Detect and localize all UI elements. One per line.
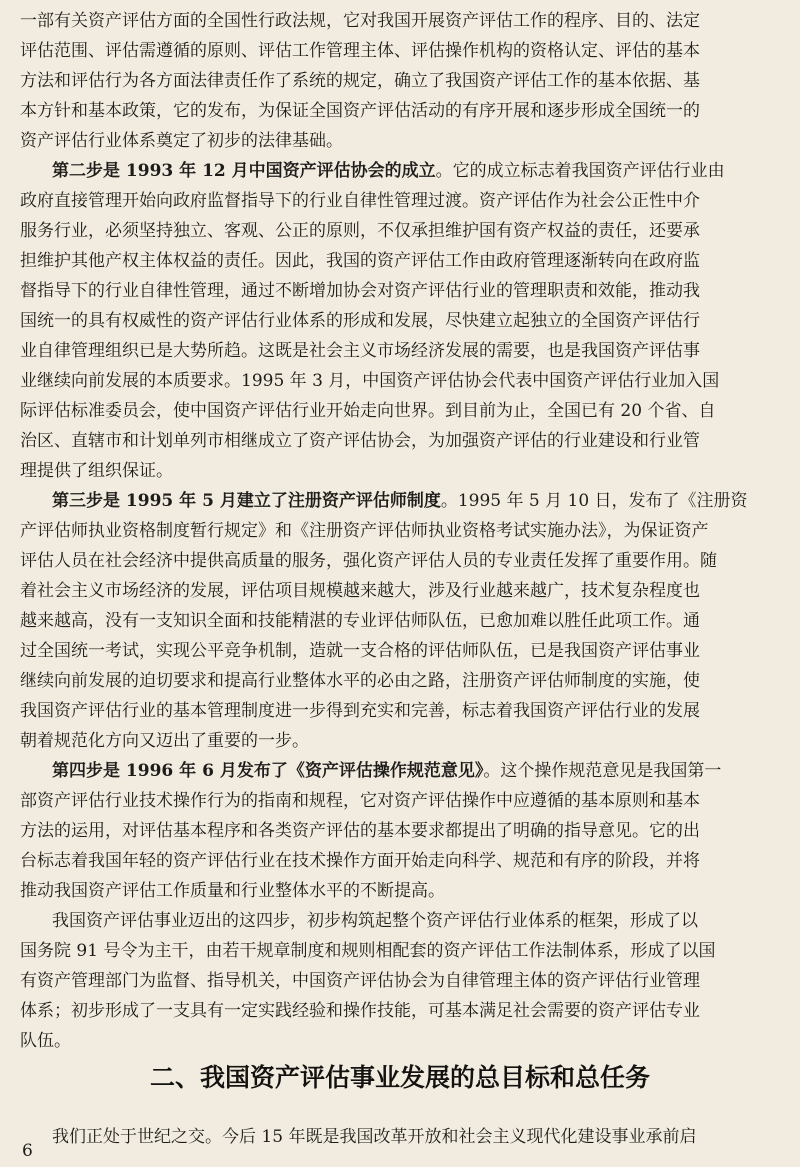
text-line: 体系；初步形成了一支具有一定实践经验和操作技能，可基本满足社会需要的资产评估专业 bbox=[20, 1001, 700, 1021]
paragraph-first-line: 我们正处于世纪之交。今后 15 年既是我国改革开放和社会主义现代化建设事业承前启 bbox=[52, 1127, 697, 1147]
text-line: 方法和评估行为各方面法律责任作了系统的规定，确立了我国资产评估工作的基本依据、基 bbox=[20, 71, 700, 91]
text-line: 治区、直辖市和计划单列市相继成立了资产评估协会，为加强资产评估的行业建设和行业管 bbox=[20, 431, 700, 451]
section-heading: 二、我国资产评估事业发展的总目标和总任务 bbox=[149, 1063, 650, 1092]
text-line: 担维护其他产权主体权益的责任。因此，我国的资产评估工作由政府管理逐渐转向在政府监 bbox=[20, 251, 700, 271]
text-line: 业自律管理组织已是大势所趋。这既是社会主义市场经济发展的需要，也是我国资产评估事 bbox=[20, 341, 700, 361]
text-run: 。1995 年 5 月 10 日，发布了《注册资 bbox=[440, 491, 748, 511]
text-line: 推动我国资产评估工作质量和行业整体水平的不断提高。 bbox=[20, 881, 445, 901]
text-line: 国务院 91 号令为主干，由若干规章制度和规则相配套的资产评估工作法制体系，形成了以国 bbox=[20, 941, 716, 961]
text-line: 服务行业，必须坚持独立、客观、公正的原则，不仅承担维护国有资产权益的责任，还要承 bbox=[20, 221, 700, 241]
text-run: 。它的成立标志着我国资产评估行业由 bbox=[435, 161, 725, 181]
text-line: 业继续向前发展的本质要求。1995 年 3 月，中国资产评估协会代表中国资产评估行业加入国 bbox=[20, 371, 720, 391]
text-line: 政府直接管理开始向政府监督指导下的行业自律性管理过渡。资产评估作为社会公正性中介 bbox=[20, 191, 700, 211]
text-line: 产评估师执业资格制度暂行规定》和《注册资产评估师执业资格考试实施办法》，为保证资产 bbox=[20, 521, 709, 541]
step-heading: 第二步是 1993 年 12 月中国资产评估协会的成立 bbox=[52, 161, 436, 181]
text-line: 过全国统一考试，实现公平竞争机制，造就一支合格的评估师队伍，已是我国资产评估事业 bbox=[20, 641, 700, 661]
text-line: 部资产评估行业技术操作行为的指南和规程，它对资产评估操作中应遵循的基本原则和基本 bbox=[20, 791, 700, 811]
step-heading: 第三步是 1995 年 5 月建立了注册资产评估师制度 bbox=[52, 491, 441, 511]
paragraph-first-line bbox=[52, 756, 790, 786]
text-line: 队伍。 bbox=[20, 1031, 71, 1051]
step-heading: 第四步是 1996 年 6 月发布了《资产评估操作规范意见》 bbox=[52, 761, 484, 781]
text-line: 理提供了组织保证。 bbox=[20, 461, 173, 481]
text-line: 着社会主义市场经济的发展，评估项目规模越来越大，涉及行业越来越广，技术复杂程度也 bbox=[20, 581, 700, 601]
text-line: 一部有关资产评估方面的全国性行政法规，它对我国开展资产评估工作的程序、目的、法定 bbox=[20, 11, 700, 31]
text-line: 朝着规范化方向又迈出了重要的一步。 bbox=[20, 731, 309, 751]
text-line: 际评估标准委员会，使中国资产评估行业开始走向世界。到目前为止，全国已有 20 个省、自 bbox=[20, 401, 716, 421]
text-line: 评估人员在社会经济中提供高质量的服务，强化资产评估人员的专业责任发挥了重要作用。随 bbox=[20, 551, 717, 571]
text-line: 国统一的具有权威性的资产评估行业体系的形成和发展，尽快建立起独立的全国资产评估行 bbox=[20, 311, 700, 331]
text-line: 督指导下的行业自律性管理，通过不断增加协会对资产评估行业的管理职责和效能，推动我 bbox=[20, 281, 700, 301]
text-line: 台标志着我国年轻的资产评估行业在技术操作方面开始走向科学、规范和有序的阶段，并将 bbox=[20, 851, 700, 871]
text-line: 我国资产评估行业的基本管理制度进一步得到充实和完善，标志着我国资产评估行业的发展 bbox=[20, 701, 700, 721]
text-line: 资产评估行业体系奠定了初步的法律基础。 bbox=[20, 131, 343, 151]
text-line: 继续向前发展的迫切要求和提高行业整体水平的必由之路，注册资产评估师制度的实施，使 bbox=[20, 671, 700, 691]
text-line: 评估范围、评估需遵循的原则、评估工作管理主体、评估操作机构的资格认定、评估的基本 bbox=[20, 41, 700, 61]
text-line: 本方针和基本政策，它的发布，为保证全国资产评估活动的有序开展和逐步形成全国统一的 bbox=[20, 101, 700, 121]
text-line: 方法的运用，对评估基本程序和各类资产评估的基本要求都提出了明确的指导意见。它的出 bbox=[20, 821, 700, 841]
text-run: 。这个操作规范意见是我国第一 bbox=[483, 761, 722, 781]
paragraph-first-line bbox=[52, 156, 790, 186]
text-line: 越来越高，没有一支知识全面和技能精湛的专业评估师队伍，已愈加难以胜任此项工作。通 bbox=[20, 611, 700, 631]
page-number: 6 bbox=[22, 1141, 33, 1161]
paragraph-first-line bbox=[52, 486, 790, 516]
text-line: 有资产管理部门为监督、指导机关，中国资产评估协会为自律管理主体的资产评估行业管理 bbox=[20, 971, 700, 991]
paragraph-first-line: 我国资产评估事业迈出的这四步，初步构筑起整个资产评估行业体系的框架，形成了以 bbox=[52, 911, 698, 931]
